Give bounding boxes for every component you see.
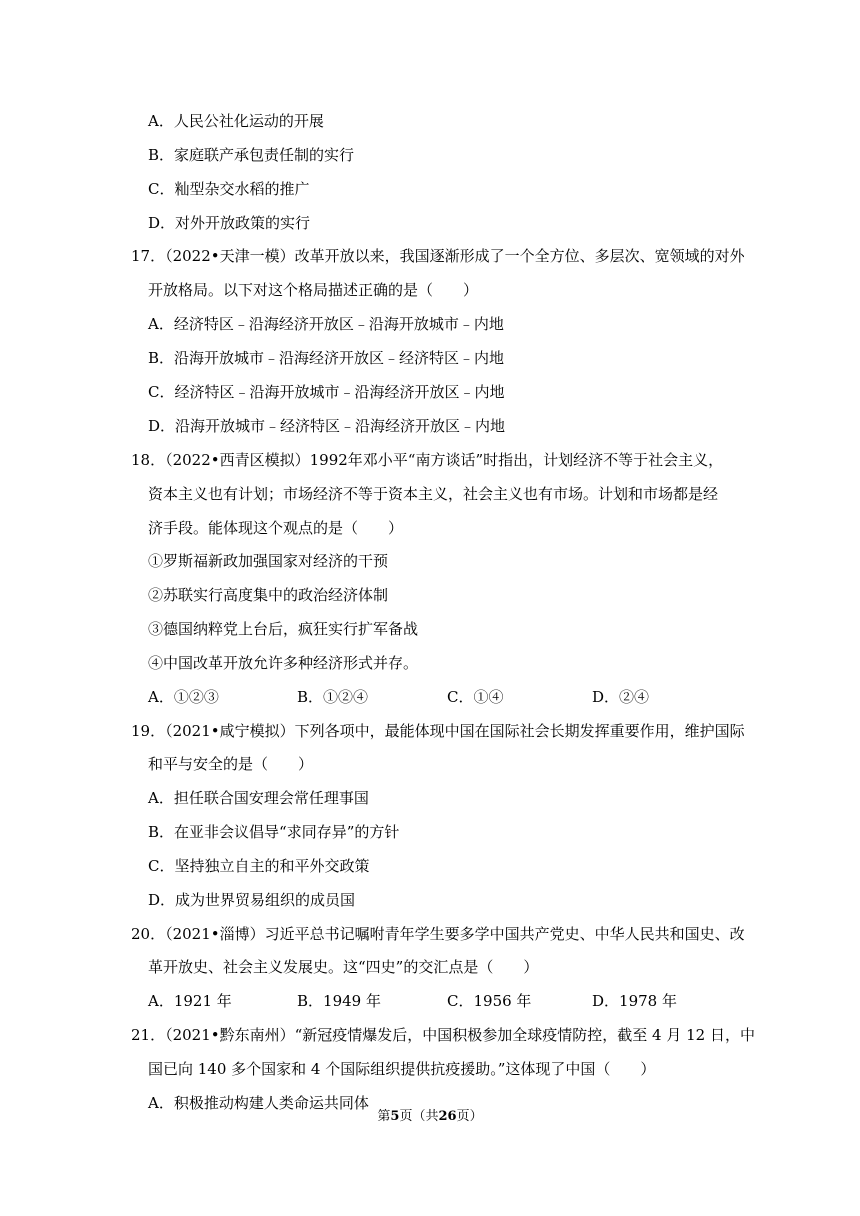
q18-option-d: D．②④ — [592, 688, 650, 706]
q18-stem-line1: 18．（2022•西青区模拟）1992年邓小平“南方谈话”时指出，计划经济不等于社会主义， — [131, 451, 724, 469]
q21-option-a: A．积极推动构建人类命运共同体 — [148, 1094, 369, 1112]
q18-item-1: ①罗斯福新政加强国家对经济的干预 — [148, 552, 389, 570]
q16-option-a: A．人民公社化运动的开展 — [148, 112, 324, 130]
q20-stem-line2: 革开放史、社会主义发展史。这“四史”的交汇点是（ ） — [148, 958, 539, 976]
q18-item-4: ④中国改革开放允许多种经济形式并存。 — [148, 654, 419, 672]
q18-item-3: ③德国纳粹党上台后，疯狂实行扩军备战 — [148, 620, 419, 638]
q18-option-c: C．①④ — [447, 688, 504, 706]
q19-option-a: A．担任联合国安理会常任理事国 — [148, 789, 369, 807]
q18-stem-line3: 济手段。能体现这个观点的是（ ） — [148, 519, 404, 537]
q17-option-a: A．经济特区﹣沿海经济开放区﹣沿海开放城市﹣内地 — [148, 315, 504, 333]
footer-prefix: 第 — [377, 1109, 391, 1124]
q20-option-b: B．1949 年 — [297, 992, 381, 1010]
q19-option-c: C．坚持独立自主的和平外交政策 — [148, 857, 370, 875]
footer-middle: 页（共 — [399, 1109, 439, 1124]
q18-stem-line2: 资本主义也有计划；市场经济不等于资本主义，社会主义也有市场。计划和市场都是经 — [148, 485, 719, 503]
footer-suffix: 页） — [456, 1109, 483, 1124]
q17-stem-line1: 17．（2022•天津一模）改革开放以来，我国逐渐形成了一个全方位、多层次、宽领域的对外 — [131, 247, 745, 265]
q17-stem-line2: 开放格局。以下对这个格局描述正确的是（ ） — [148, 281, 479, 299]
q19-option-d: D．成为世界贸易组织的成员国 — [148, 891, 356, 909]
q20-option-d: D．1978 年 — [592, 992, 677, 1010]
q17-option-d: D．沿海开放城市﹣经济特区﹣沿海经济开放区﹣内地 — [148, 417, 506, 435]
page-footer — [0, 1108, 860, 1126]
q16-option-d: D．对外开放政策的实行 — [148, 214, 311, 232]
q16-option-b: B．家庭联产承包责任制的实行 — [148, 146, 355, 164]
q21-stem-line2: 国已向 140 多个国家和 4 个国际组织提供抗疫援助。”这体现了中国（ ） — [148, 1060, 656, 1078]
q19-option-b: B．在亚非会议倡导“求同存异”的方针 — [148, 823, 400, 841]
q20-options-row — [148, 991, 708, 1011]
q16-option-c: C．籼型杂交水稻的推广 — [148, 180, 310, 198]
q20-stem-line1: 20．（2021•淄博）习近平总书记嘱咐青年学生要多学中国共产党史、中华人民共和国史、改 — [131, 925, 745, 943]
q17-option-b: B．沿海开放城市﹣沿海经济开放区﹣经济特区﹣内地 — [148, 349, 505, 367]
footer-page-number: 5 — [390, 1109, 400, 1124]
q21-stem-line1: 21．（2021•黔东南州）“新冠疫情爆发后，中国积极参加全球疫情防控，截至 4 月 12 日，中 — [131, 1026, 755, 1044]
q19-stem-line1: 19．（2021•咸宁模拟）下列各项中，最能体现中国在国际社会长期发挥重要作用，维护国际 — [131, 722, 745, 740]
q18-item-2: ②苏联实行高度集中的政治经济体制 — [148, 586, 389, 604]
q17-option-c: C．经济特区﹣沿海开放城市﹣沿海经济开放区﹣内地 — [148, 383, 505, 401]
q20-option-a: A．1921 年 — [148, 992, 232, 1010]
q18-option-b: B．①②④ — [297, 688, 369, 706]
footer-total-pages: 26 — [438, 1109, 457, 1124]
q18-options-row — [148, 687, 708, 707]
q19-stem-line2: 和平与安全的是（ ） — [148, 755, 314, 773]
q18-option-a: A．①②③ — [148, 688, 219, 706]
q20-option-c: C．1956 年 — [447, 992, 532, 1010]
